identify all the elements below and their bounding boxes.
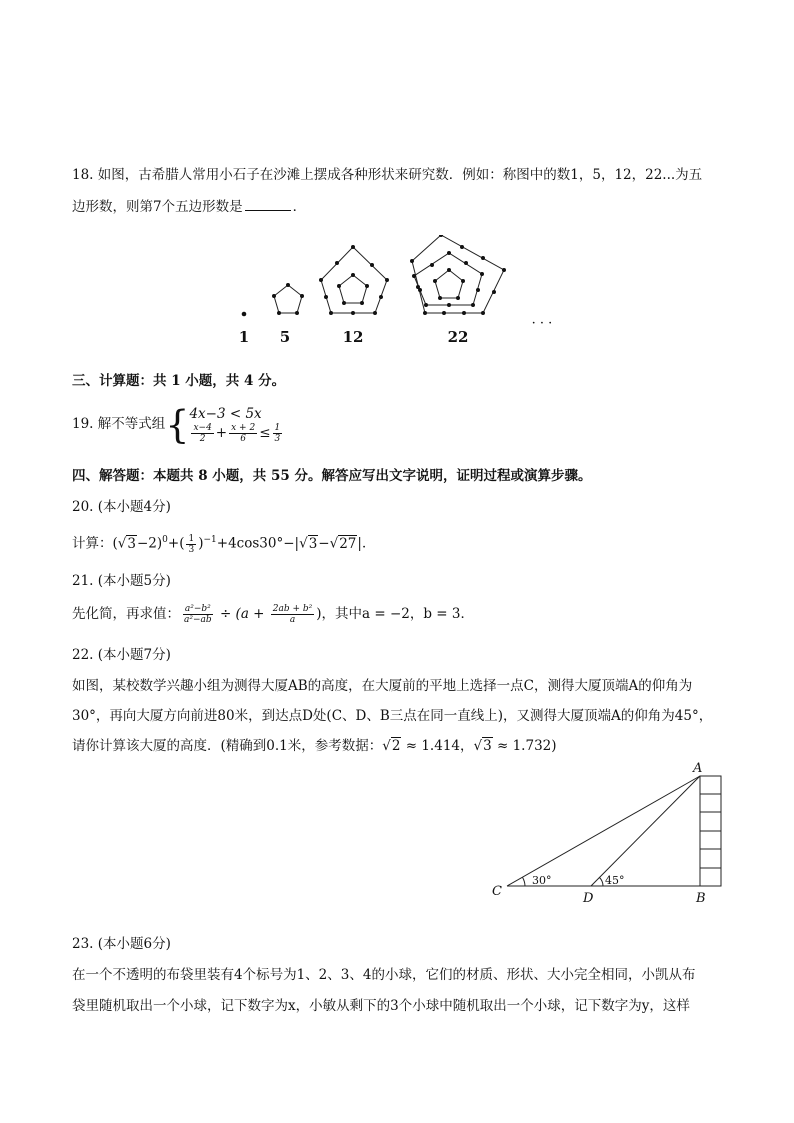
pentagon-22-outer [412, 235, 504, 313]
q18-text-line2 [72, 196, 306, 217]
angle-C-label: 30° [532, 874, 552, 887]
q18-text-before-blank: 边形数，则第7个五边形数是 [72, 199, 243, 215]
line-CA [507, 776, 700, 886]
building-elevation-figure [0, 760, 794, 910]
fraction: $\frac{x-4}{2}$ [193, 423, 212, 444]
q21-head: 21. (本小题5分) [72, 573, 171, 589]
brace-icon: { [165, 402, 190, 447]
q22-text-line3: 请你计算该大厦的高度．(精确到0.1米，参考数据：√2 ≈ 1.414，√3 ≈ 1.732) [72, 738, 557, 754]
q22-text-line2: 30°，再向大厦方向前进80米，到达点D处(C、D、B三点在同一直线上)，又测得大厦顶端A的仰角为45°， [72, 708, 713, 724]
dot-1 [242, 312, 247, 317]
q20-head: 20. (本小题4分) [72, 499, 171, 515]
fraction: $\frac{1}{3}$ [274, 423, 281, 444]
label-5: 5 [279, 328, 291, 346]
point-D: D [583, 891, 594, 906]
answer-blank [245, 196, 291, 211]
q23-head: 23. (本小题6分) [72, 936, 171, 952]
pentagon-22-mid [414, 253, 482, 305]
angle-arc-D [600, 878, 604, 887]
q18-text-after-blank: ． [292, 199, 307, 215]
q19-line [72, 402, 284, 446]
section-4-title: 四、解答题：本题共 8 小题，共 55 分。解答应写出文字说明，证明过程或演算步骤。 [72, 468, 592, 484]
pentagonal-numbers-figure [0, 235, 794, 355]
fraction: $\frac{x + 2}{6}$ [231, 423, 256, 444]
q22-head: 22. (本小题7分) [72, 647, 171, 663]
inequality-1: 4x−3 < 5x [189, 406, 262, 422]
label-1: 1 [238, 328, 250, 346]
fraction: $\frac{\text{a²−b²}}{\text{a²−ab}}$ [184, 604, 212, 625]
angle-D-label: 45° [605, 874, 625, 887]
q20-expression: 计算：$(√3-2)^0+$( $\frac{1}{3}$ )$^{-1}$+4cos30°−|√3−√27|． [72, 533, 376, 555]
fraction: $\frac{1}{3}$ [188, 533, 195, 555]
fraction: $\frac{\text{2ab + b²}}{a}$ [272, 604, 313, 625]
q22-text-line1: 如图，某校数学兴趣小组为测得大厦AB的高度，在大厦前的平地上选择一点C，测得大厦顶端A的仰角为 [72, 678, 693, 694]
point-A: A [693, 761, 703, 776]
line-DA [591, 776, 700, 886]
ellipsis: · · · [531, 316, 553, 331]
pentagon-12-inner [339, 275, 367, 303]
q21-expression: 先化简，再求值： $\frac{\text{a²−b²}}{\text{a²−ab}}$ ÷ (a + $\frac{\text{2ab + b²}}{a}$ )，其中a = −2，b = 3． [72, 604, 475, 625]
section-3-title: 三、计算题：共 1 小题，共 4 分。 [72, 373, 286, 389]
q18-text-line1: 18. 如图，古希腊人常用小石子在沙滩上摆成各种形状来研究数．例如：称图中的数1，5，12，22...为五 [72, 167, 703, 183]
point-B: B [696, 891, 706, 906]
pentagon-22-inner [435, 270, 463, 298]
pentagon-5 [274, 285, 302, 313]
point-C: C [492, 884, 502, 899]
q19-prefix: 19. 解不等式组 [72, 416, 166, 432]
q23-text-line1: 在一个不透明的布袋里装有4个标号为1、2、3、4的小球，它们的材质、形状、大小完全相同，小凯从布 [72, 967, 696, 983]
inequality-2: $\frac{x-4}{2}$ + $\frac{x + 2}{6}$ ≤ $\frac{1}{3}$ [193, 423, 281, 444]
angle-arc-C [523, 878, 525, 887]
label-22: 22 [447, 328, 469, 346]
q23-text-line2: 袋里随机取出一个小球，记下数字为x，小敏从剩下的3个小球中随机取出一个小球，记下数字为y，这样 [72, 998, 690, 1014]
label-12: 12 [342, 328, 364, 346]
inequality-system [189, 405, 284, 444]
